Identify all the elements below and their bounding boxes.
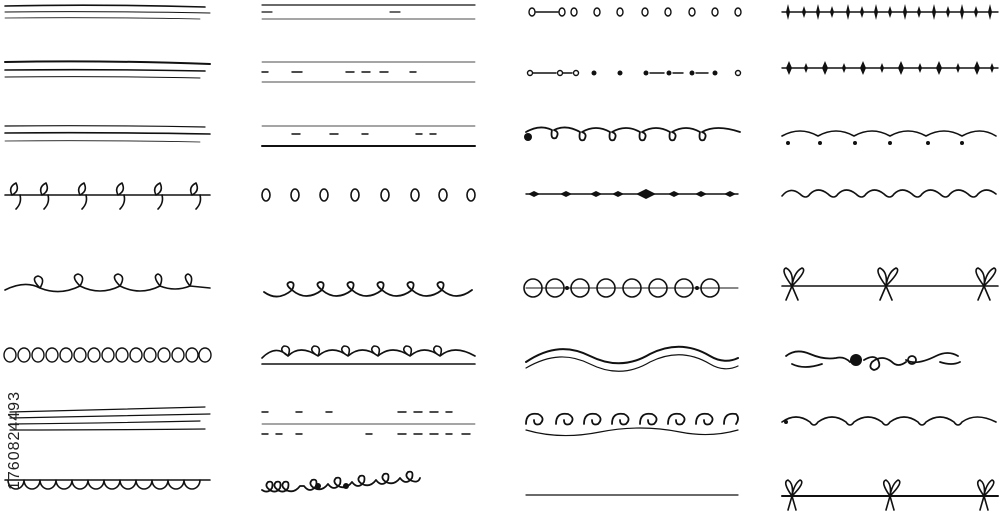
divider-bead-dot-line <box>528 71 741 76</box>
divider-star-line <box>782 61 998 75</box>
stock-id-label: 1760824493 <box>6 391 23 490</box>
divider-curly-loops <box>262 472 420 492</box>
divider-circle-chain <box>524 279 738 297</box>
divider-triple-stroke-lines <box>5 5 210 19</box>
divider-drop-dot-line <box>782 131 996 145</box>
divider-loop-wave <box>5 274 210 292</box>
divider-wave-dots <box>782 417 996 425</box>
divider-loop-double-wave <box>262 346 475 364</box>
divider-long-strokes <box>5 61 210 78</box>
divider-scroll-swirl <box>526 414 738 436</box>
divider-thin-strokes <box>5 126 210 142</box>
divider-bow-knot-line <box>782 480 998 510</box>
divider-diamond-dot-line <box>526 189 738 199</box>
divider-scallop-line <box>5 480 210 489</box>
divider-oval-chain <box>4 348 211 362</box>
divider-curl-wave <box>264 282 472 297</box>
divider-dash-strokes <box>262 126 475 146</box>
divider-swirl-wave <box>782 190 996 197</box>
divider-bow-ribbon-line <box>782 268 998 300</box>
divider-open-ovals <box>262 189 475 201</box>
divider-dash-grid <box>262 412 475 434</box>
divider-dot-dash-ornament <box>529 8 741 16</box>
divider-dash-row <box>262 62 475 82</box>
divider-leaf-branch <box>5 183 210 209</box>
divider-dash-lines <box>262 5 475 19</box>
divider-star-stud-line <box>782 4 998 20</box>
divider-multi-lines <box>10 407 210 430</box>
divider-double-wave <box>526 347 738 372</box>
divider-hook-wave <box>524 127 740 141</box>
divider-flourish <box>786 351 960 370</box>
